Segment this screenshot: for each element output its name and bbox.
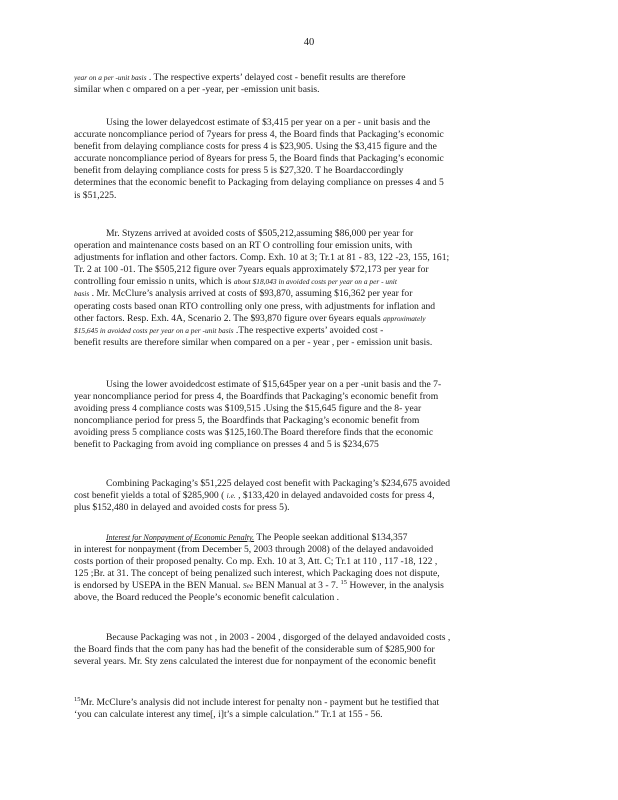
page-number: 40 — [303, 37, 315, 48]
text-line — [74, 379, 544, 391]
text-run: The People seekan additional $134,357 — [254, 532, 408, 543]
text-line — [74, 72, 544, 84]
text-line — [74, 301, 544, 313]
text-run: benefit from delaying compliance costs for press 5 is $27,320. T he Boardaccordingly — [74, 165, 404, 177]
text-run: is $51,225. — [74, 189, 117, 201]
text-line — [74, 568, 544, 580]
text-run: approximately — [383, 313, 426, 323]
paragraph-interest-penalty — [74, 532, 544, 605]
text-line — [74, 276, 544, 288]
text-line — [74, 177, 544, 189]
text-line — [74, 313, 544, 325]
text-run: Mr. McClure’s analysis did not include interest for penalty non - payment but he testified that — [80, 697, 440, 708]
text-run: basis — [74, 289, 90, 299]
text-line — [74, 632, 544, 644]
paragraph-avoided-costs — [74, 228, 544, 349]
text-run: . The respective experts’ delayed cost - benefit results are therefore — [146, 72, 406, 83]
text-line — [74, 532, 544, 544]
text-run: Using the lower delayedcost estimate of $3,415 per year on a per - unit basis and the — [106, 117, 431, 128]
text-line — [74, 502, 544, 514]
text-run: Combining Packaging’s $51,225 delayed cost benefit with Packaging’s $234,675 avoided — [106, 478, 450, 489]
text-run: $15,645 in avoided costs per year on a per -unit basis — [74, 325, 234, 335]
text-run: benefit results are therefore similar when compared on a per - year , per - emission unit basis. — [74, 336, 433, 348]
text-run: benefit to Packaging from avoid ing compliance on presses 4 and 5 is $234,675 — [74, 439, 379, 451]
text-run: Mr. Styzens arrived at avoided costs of $505,212,assuming $86,000 per year for — [106, 228, 414, 239]
text-run: However, in the analysis — [347, 580, 444, 592]
text-line — [74, 240, 544, 252]
text-line — [74, 697, 544, 709]
paragraph-continued — [74, 72, 544, 96]
text-line — [74, 153, 544, 165]
text-line — [74, 165, 544, 177]
text-run: , $133,420 in delayed andavoided costs for press 4, — [235, 490, 435, 502]
text-run: See — [242, 581, 254, 591]
paragraph-disgorged — [74, 632, 544, 668]
text-line — [74, 391, 544, 403]
text-line — [74, 490, 544, 502]
text-run: operation and maintenance costs based on an RT O controlling four emission units, with — [74, 240, 413, 252]
text-run: Tr. 2 at 100 -01. The $505,212 figure over 7years equals approximately $72,173 per year for — [74, 264, 429, 276]
footnote-marker: 15 — [74, 697, 81, 703]
text-run: year on a per -unit basis — [74, 73, 147, 82]
text-line — [74, 592, 544, 604]
footnote-marker: 15 — [340, 580, 348, 587]
text-line — [74, 427, 544, 439]
text-run: noncompliance period for press 5, the Boardfinds that Packaging’s economic benefit from — [74, 415, 420, 427]
text-line — [74, 288, 544, 300]
text-run: accurate noncompliance period of 8years for press 5, the Board finds that Packaging’s economic — [74, 153, 444, 165]
text-run: benefit from delaying compliance costs for press 4 is $23,905. Using the $3,415 figure and the — [74, 141, 437, 153]
text-line — [74, 709, 544, 721]
text-run: plus $152,480 in delayed and avoided costs for press 5). — [74, 502, 290, 514]
text-line — [74, 337, 544, 349]
text-run: 125 ;Br. at 31. The concept of being penalized such interest, which Packaging does not dispute, — [74, 568, 440, 580]
text-run: several years. Mr. Sty zens calculated the interest due for nonpayment of the economic benefit — [74, 656, 436, 668]
text-run: the Board finds that the com pany has had the benefit of the considerable sum of $285,900 for — [74, 644, 435, 656]
text-line — [74, 544, 544, 556]
text-line — [74, 264, 544, 276]
text-line — [74, 439, 544, 451]
text-line — [74, 228, 544, 240]
text-run: .The respective experts’ avoided cost - — [233, 324, 384, 336]
paragraph-avoided-estimate — [74, 379, 544, 452]
text-run: ‘you can calculate interest any time[, i]t’s a simple calculation.” Tr.1 at 155 - 56. — [74, 709, 383, 721]
text-line — [74, 580, 544, 592]
text-line — [74, 325, 544, 337]
text-run: determines that the economic benefit to Packaging from delaying compliance on presses 4 and 5 — [74, 177, 444, 189]
text-run: in interest for nonpayment (from December 5, 2003 through 2008) of the delayed andavoided — [74, 544, 434, 556]
text-line — [74, 129, 544, 141]
text-line — [74, 252, 544, 264]
text-run: BEN Manual at 3 - 7. — [253, 580, 341, 592]
text-line — [74, 117, 544, 129]
footnote-15 — [74, 697, 544, 721]
text-run: operating costs based onan RTO controlling only one press, with adjustments for inflation and — [74, 300, 436, 312]
text-run: is endorsed by USEPA in the BEN Manual. — [74, 580, 243, 592]
text-run: similar when c ompared on a per -year, per -emission unit basis. — [74, 84, 320, 96]
text-run: year noncompliance period for press 4, the Boardfinds that Packaging’s economic benefit from — [74, 391, 439, 403]
text-line — [74, 403, 544, 415]
text-run: avoiding press 4 compliance costs was $109,515 .Using the $15,645 figure and the 8- year — [74, 403, 422, 415]
paragraph-delayed-cost — [74, 117, 544, 202]
text-line — [74, 190, 544, 202]
text-run: about $18,043 in avoided costs per year on a per - unit — [233, 277, 397, 287]
paragraph-combined-benefit — [74, 478, 544, 514]
text-run: . Mr. McClure’s analysis arrived at costs of $93,870, assuming $16,362 per year for — [89, 288, 413, 300]
text-run: adjustments for inflation and other factors. Comp. Exh. 10 at 3; Tr.1 at 81 - 83, 122 -23, 155, 161; — [74, 252, 450, 264]
section-heading: Interest for Nonpayment of Economic Penalty. — [106, 533, 255, 542]
text-line — [74, 644, 544, 656]
text-line — [74, 556, 544, 568]
text-line — [74, 656, 544, 668]
text-line — [74, 478, 544, 490]
text-line — [74, 141, 544, 153]
text-run: controlling four emissio n units, which is — [74, 276, 234, 288]
text-run: costs portion of their proposed penalty. Co mp. Exh. 10 at 3, Att. C; Tr.1 at 110 , 117 -18, 122 , — [74, 556, 438, 568]
text-run: Using the lower avoidedcost estimate of $15,645per year on a per -unit basis and the 7- — [106, 379, 442, 390]
text-line — [74, 415, 544, 427]
text-run: i.e. — [226, 491, 236, 501]
text-run: cost benefit yields a total of $285,900 ( — [74, 490, 227, 502]
text-run: Because Packaging was not , in 2003 - 2004 , disgorged of the delayed andavoided costs , — [106, 632, 451, 643]
text-run: avoiding press 5 compliance costs was $125,160.The Board therefore finds that the economic — [74, 427, 434, 439]
text-run: accurate noncompliance period of 7years for press 4, the Board finds that Packaging’s economic — [74, 129, 444, 141]
text-run: above, the Board reduced the People’s economic benefit calculation . — [74, 592, 340, 604]
text-line — [74, 84, 544, 96]
text-run: other factors. Resp. Exh. 4A, Scenario 2. The $93,870 figure over 6years equals — [74, 312, 384, 324]
